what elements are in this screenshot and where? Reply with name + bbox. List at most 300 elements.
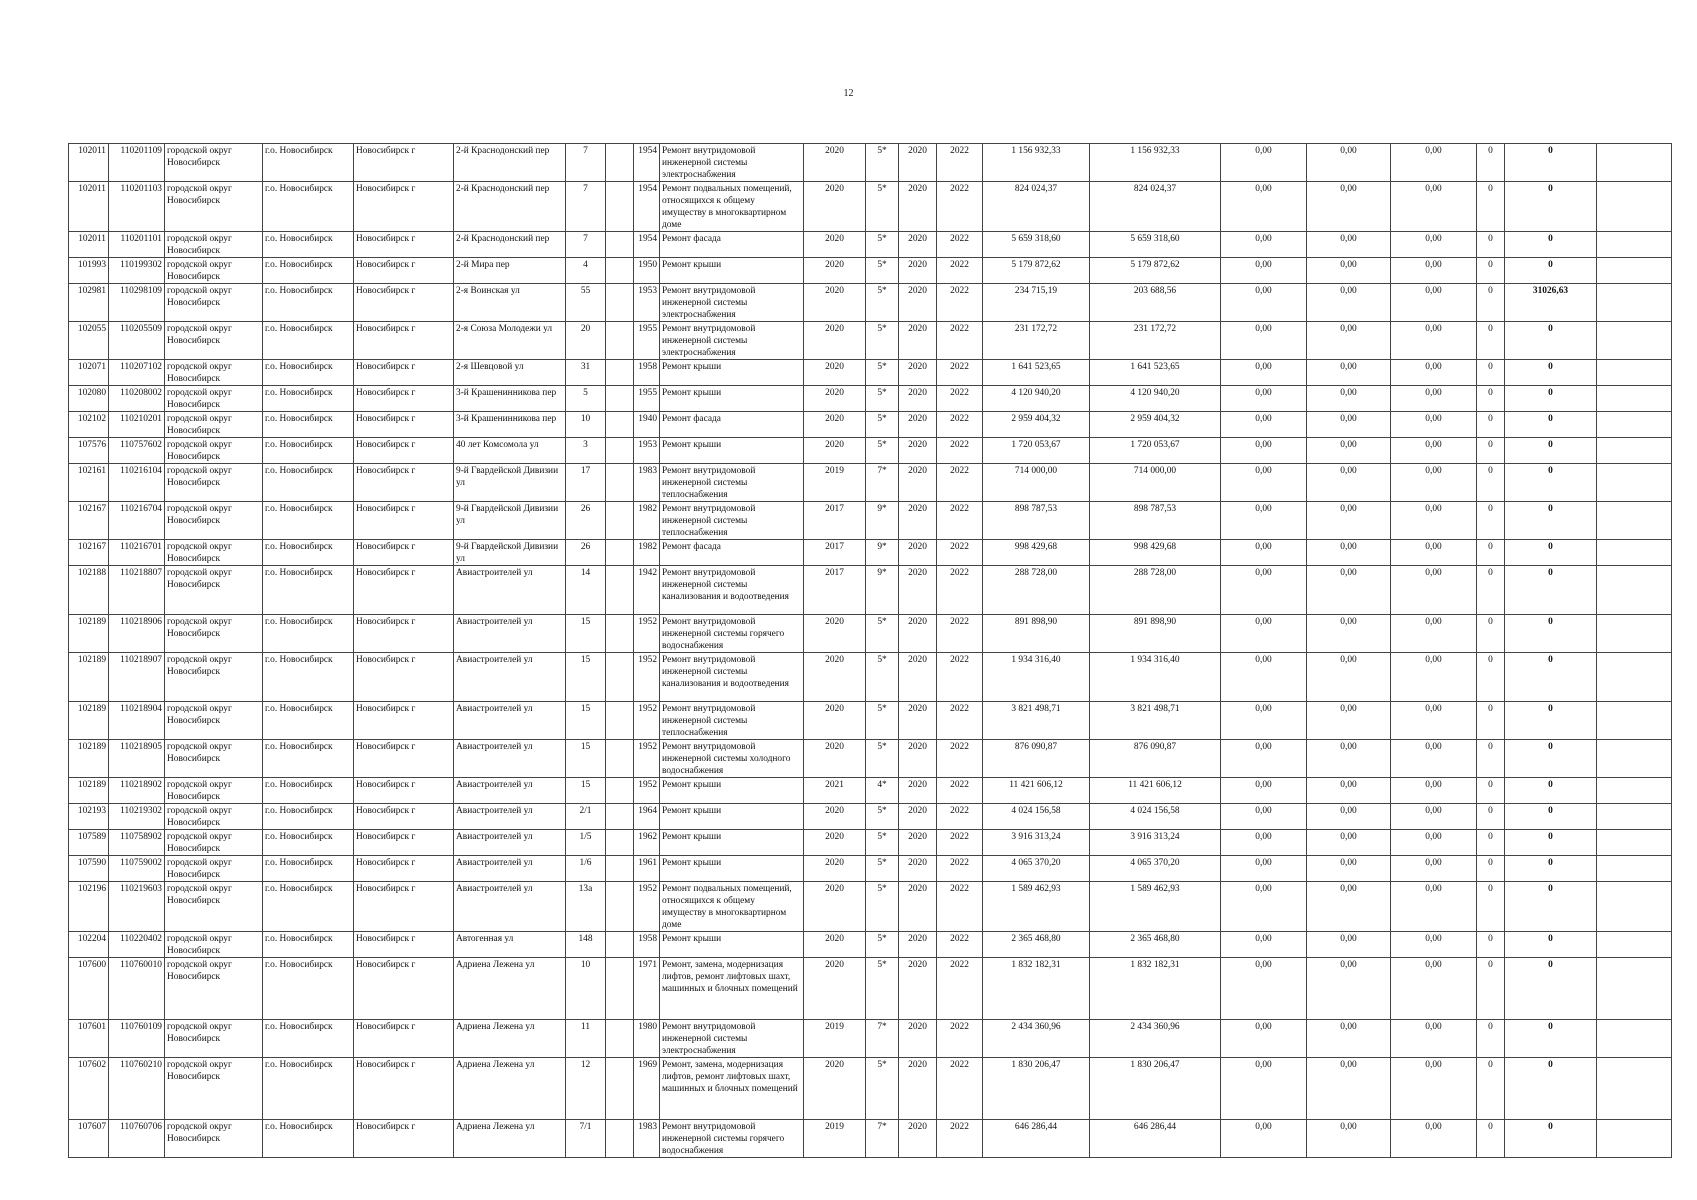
cell-cost-total: 5 179 872,62 [983,258,1090,284]
cell-municipality: г.о. Новосибирск [263,144,354,182]
cell-v3: 0,00 [1391,412,1477,438]
cell-v1: 0,00 [1221,258,1307,284]
cell-v3: 0,00 [1391,615,1477,653]
cell-year: 1980 [634,1020,660,1058]
cell-v3: 0,00 [1391,740,1477,778]
cell-cost-total: 1 641 523,65 [983,360,1090,386]
cell-empty [606,412,634,438]
table-row [69,540,1672,566]
cell-cost-total: 898 787,53 [983,502,1090,540]
cell-cost-fund: 203 688,56 [1090,284,1221,322]
cell-empty [606,740,634,778]
cell-city: Новосибирск г [354,1120,454,1158]
cell-v3: 0,00 [1391,232,1477,258]
cell-year: 1950 [634,258,660,284]
cell-v6 [1597,386,1672,412]
cell-house: 15 [566,702,606,740]
cell-end: 2022 [937,322,983,360]
cell-start: 2020 [899,144,937,182]
cell-end: 2022 [937,438,983,464]
cell-start: 2020 [899,284,937,322]
cell-v4: 0 [1477,615,1505,653]
cell-city: Новосибирск г [354,284,454,322]
cell-house: 20 [566,322,606,360]
cell-work: Ремонт крыши [660,932,804,958]
cell-cost-fund: 2 365 468,80 [1090,932,1221,958]
cell-city: Новосибирск г [354,360,454,386]
cell-cost-total: 2 365 468,80 [983,932,1090,958]
cell-plan-year: 2019 [804,1020,866,1058]
table-row [69,830,1672,856]
cell-year: 1969 [634,1058,660,1120]
table-row [69,1120,1672,1158]
cell-municipality: г.о. Новосибирск [263,386,354,412]
cell-v5: 0 [1505,778,1597,804]
cell-cost-total: 4 120 940,20 [983,386,1090,412]
cell-municipality: г.о. Новосибирск [263,958,354,1020]
cell-plan-year: 2017 [804,502,866,540]
cell-v6 [1597,702,1672,740]
cell-house: 7 [566,144,606,182]
cell-city: Новосибирск г [354,412,454,438]
cell-year: 1961 [634,856,660,882]
cell-empty [606,144,634,182]
cell-start: 2020 [899,540,937,566]
cell-municipality: г.о. Новосибирск [263,322,354,360]
cell-house: 12 [566,1058,606,1120]
cell-district: городской округ Новосибирск [165,412,263,438]
cell-code: 110201101 [109,232,165,258]
cell-cost-total: 1 589 462,93 [983,882,1090,932]
cell-v2: 0,00 [1307,958,1391,1020]
cell-v2: 0,00 [1307,882,1391,932]
cell-city: Новосибирск г [354,830,454,856]
cell-v2: 0,00 [1307,232,1391,258]
cell-v2: 0,00 [1307,322,1391,360]
cell-id: 102189 [69,740,109,778]
table-row [69,932,1672,958]
cell-district: городской округ Новосибирск [165,1058,263,1120]
cell-v4: 0 [1477,1020,1505,1058]
table-row [69,258,1672,284]
cell-city: Новосибирск г [354,182,454,232]
cell-v2: 0,00 [1307,284,1391,322]
cell-cost-total: 3 821 498,71 [983,702,1090,740]
cell-category: 5* [866,653,899,702]
cell-id: 102011 [69,144,109,182]
cell-v3: 0,00 [1391,856,1477,882]
cell-plan-year: 2020 [804,615,866,653]
cell-v2: 0,00 [1307,566,1391,615]
cell-year: 1964 [634,804,660,830]
cell-house: 55 [566,284,606,322]
cell-code: 110216701 [109,540,165,566]
cell-v3: 0,00 [1391,386,1477,412]
cell-category: 5* [866,258,899,284]
cell-v5: 0 [1505,464,1597,502]
cell-city: Новосибирск г [354,386,454,412]
cell-work: Ремонт крыши [660,360,804,386]
cell-work: Ремонт внутридомовой инженерной системы горячего водоснабжения [660,615,804,653]
cell-municipality: г.о. Новосибирск [263,1020,354,1058]
cell-plan-year: 2020 [804,232,866,258]
cell-v1: 0,00 [1221,322,1307,360]
cell-cost-fund: 1 934 316,40 [1090,653,1221,702]
cell-cost-total: 234 715,19 [983,284,1090,322]
table-row [69,284,1672,322]
cell-start: 2020 [899,740,937,778]
cell-v4: 0 [1477,702,1505,740]
cell-v1: 0,00 [1221,502,1307,540]
cell-v3: 0,00 [1391,778,1477,804]
cell-category: 5* [866,438,899,464]
cell-code: 110218906 [109,615,165,653]
table-row [69,740,1672,778]
cell-code: 110216104 [109,464,165,502]
cell-v6 [1597,412,1672,438]
cell-v1: 0,00 [1221,740,1307,778]
cell-cost-total: 646 286,44 [983,1120,1090,1158]
cell-code: 110219603 [109,882,165,932]
cell-v1: 0,00 [1221,702,1307,740]
cell-v6 [1597,438,1672,464]
cell-empty [606,182,634,232]
cell-category: 5* [866,232,899,258]
cell-cost-fund: 11 421 606,12 [1090,778,1221,804]
cell-code: 110219302 [109,804,165,830]
cell-v4: 0 [1477,258,1505,284]
cell-cost-fund: 231 172,72 [1090,322,1221,360]
cell-end: 2022 [937,856,983,882]
cell-v6 [1597,232,1672,258]
cell-district: городской округ Новосибирск [165,778,263,804]
cell-category: 5* [866,958,899,1020]
table-row [69,1058,1672,1120]
cell-v2: 0,00 [1307,502,1391,540]
cell-work: Ремонт фасада [660,540,804,566]
cell-empty [606,653,634,702]
table-row [69,502,1672,540]
cell-start: 2020 [899,882,937,932]
cell-category: 5* [866,932,899,958]
cell-cost-fund: 1 156 932,33 [1090,144,1221,182]
cell-city: Новосибирск г [354,778,454,804]
cell-cost-total: 4 065 370,20 [983,856,1090,882]
cell-street: Адриена Лежена ул [454,1020,566,1058]
cell-v1: 0,00 [1221,464,1307,502]
cell-work: Ремонт внутридомовой инженерной системы холодного водоснабжения [660,740,804,778]
cell-v2: 0,00 [1307,464,1391,502]
cell-street: Авиастроителей ул [454,856,566,882]
cell-cost-fund: 2 959 404,32 [1090,412,1221,438]
cell-start: 2020 [899,360,937,386]
cell-work: Ремонт внутридомовой инженерной системы теплоснабжения [660,502,804,540]
cell-v2: 0,00 [1307,830,1391,856]
cell-street: Автогенная ул [454,932,566,958]
cell-cost-total: 3 916 313,24 [983,830,1090,856]
cell-plan-year: 2020 [804,438,866,464]
cell-cost-fund: 4 065 370,20 [1090,856,1221,882]
cell-v1: 0,00 [1221,438,1307,464]
cell-municipality: г.о. Новосибирск [263,778,354,804]
cell-v6 [1597,1120,1672,1158]
cell-v2: 0,00 [1307,702,1391,740]
cell-street: 2-й Краснодонский пер [454,144,566,182]
cell-id: 107601 [69,1020,109,1058]
cell-house: 3 [566,438,606,464]
cell-v1: 0,00 [1221,830,1307,856]
cell-v1: 0,00 [1221,284,1307,322]
cell-end: 2022 [937,232,983,258]
cell-house: 2/1 [566,804,606,830]
table-row [69,182,1672,232]
cell-id: 102102 [69,412,109,438]
cell-end: 2022 [937,740,983,778]
cell-v6 [1597,615,1672,653]
cell-start: 2020 [899,958,937,1020]
cell-v5: 0 [1505,258,1597,284]
cell-v5: 0 [1505,740,1597,778]
cell-plan-year: 2020 [804,804,866,830]
cell-year: 1955 [634,322,660,360]
cell-v3: 0,00 [1391,1058,1477,1120]
cell-v5: 0 [1505,702,1597,740]
cell-municipality: г.о. Новосибирск [263,932,354,958]
cell-id: 107576 [69,438,109,464]
cell-city: Новосибирск г [354,322,454,360]
cell-house: 4 [566,258,606,284]
cell-cost-fund: 1 641 523,65 [1090,360,1221,386]
cell-plan-year: 2020 [804,1058,866,1120]
cell-municipality: г.о. Новосибирск [263,284,354,322]
cell-v6 [1597,144,1672,182]
cell-v3: 0,00 [1391,958,1477,1020]
cell-v2: 0,00 [1307,412,1391,438]
cell-v3: 0,00 [1391,182,1477,232]
cell-work: Ремонт крыши [660,438,804,464]
cell-empty [606,502,634,540]
cell-v3: 0,00 [1391,360,1477,386]
cell-v3: 0,00 [1391,566,1477,615]
cell-category: 5* [866,740,899,778]
cell-city: Новосибирск г [354,1058,454,1120]
cell-district: городской округ Новосибирск [165,540,263,566]
cell-work: Ремонт внутридомовой инженерной системы горячего водоснабжения [660,1120,804,1158]
cell-work: Ремонт внутридомовой инженерной системы электроснабжения [660,144,804,182]
cell-work: Ремонт подвальных помещений, относящихся к общему имуществу в многоквартирном доме [660,182,804,232]
cell-year: 1982 [634,502,660,540]
cell-district: городской округ Новосибирск [165,232,263,258]
cell-city: Новосибирск г [354,804,454,830]
cell-v1: 0,00 [1221,958,1307,1020]
cell-start: 2020 [899,653,937,702]
cell-municipality: г.о. Новосибирск [263,830,354,856]
cell-v5: 0 [1505,144,1597,182]
cell-cost-total: 2 434 360,96 [983,1020,1090,1058]
table-row [69,882,1672,932]
cell-id: 102011 [69,232,109,258]
cell-empty [606,856,634,882]
cell-v4: 0 [1477,740,1505,778]
cell-v6 [1597,778,1672,804]
cell-street: 2-й Мира пер [454,258,566,284]
cell-v3: 0,00 [1391,540,1477,566]
cell-street: Адриена Лежена ул [454,958,566,1020]
cell-work: Ремонт внутридомовой инженерной системы электроснабжения [660,284,804,322]
cell-v1: 0,00 [1221,1020,1307,1058]
table-row [69,412,1672,438]
cell-plan-year: 2020 [804,958,866,1020]
cell-work: Ремонт, замена, модернизация лифтов, ремонт лифтовых шахт, машинных и блочных помещений [660,958,804,1020]
cell-cost-total: 1 830 206,47 [983,1058,1090,1120]
cell-id: 102071 [69,360,109,386]
cell-cost-total: 876 090,87 [983,740,1090,778]
cell-id: 102189 [69,702,109,740]
table-row [69,1020,1672,1058]
cell-year: 1953 [634,284,660,322]
cell-end: 2022 [937,1020,983,1058]
cell-municipality: г.о. Новосибирск [263,882,354,932]
cell-year: 1952 [634,740,660,778]
cell-empty [606,1020,634,1058]
cell-v6 [1597,830,1672,856]
cell-code: 110207102 [109,360,165,386]
cell-v4: 0 [1477,804,1505,830]
cell-empty [606,778,634,804]
cell-v6 [1597,804,1672,830]
cell-work: Ремонт внутридомовой инженерной системы канализования и водоотведения [660,653,804,702]
cell-street: Авиастроителей ул [454,740,566,778]
cell-plan-year: 2020 [804,932,866,958]
cell-plan-year: 2017 [804,566,866,615]
cell-v4: 0 [1477,502,1505,540]
cell-v2: 0,00 [1307,653,1391,702]
cell-municipality: г.о. Новосибирск [263,1120,354,1158]
cell-street: Авиастроителей ул [454,804,566,830]
cell-house: 148 [566,932,606,958]
cell-category: 7* [866,1120,899,1158]
cell-v5: 0 [1505,1020,1597,1058]
cell-street: 40 лет Комсомола ул [454,438,566,464]
cell-house: 1/6 [566,856,606,882]
cell-v4: 0 [1477,958,1505,1020]
cell-empty [606,566,634,615]
cell-year: 1958 [634,360,660,386]
cell-code: 110201103 [109,182,165,232]
cell-house: 15 [566,778,606,804]
cell-code: 110218907 [109,653,165,702]
table-row [69,322,1672,360]
cell-v5: 0 [1505,856,1597,882]
cell-end: 2022 [937,1120,983,1158]
cell-category: 7* [866,464,899,502]
cell-v3: 0,00 [1391,258,1477,284]
cell-start: 2020 [899,502,937,540]
cell-end: 2022 [937,804,983,830]
cell-end: 2022 [937,882,983,932]
table-row [69,386,1672,412]
cell-end: 2022 [937,502,983,540]
cell-category: 5* [866,144,899,182]
cell-v3: 0,00 [1391,932,1477,958]
cell-id: 102011 [69,182,109,232]
cell-category: 5* [866,412,899,438]
cell-v2: 0,00 [1307,615,1391,653]
cell-v4: 0 [1477,412,1505,438]
cell-cost-total: 231 172,72 [983,322,1090,360]
cell-end: 2022 [937,702,983,740]
cell-street: Авиастроителей ул [454,830,566,856]
cell-start: 2020 [899,386,937,412]
cell-id: 101993 [69,258,109,284]
cell-end: 2022 [937,830,983,856]
cell-city: Новосибирск г [354,144,454,182]
cell-plan-year: 2020 [804,144,866,182]
cell-work: Ремонт внутридомовой инженерной системы теплоснабжения [660,702,804,740]
cell-plan-year: 2020 [804,702,866,740]
cell-v6 [1597,653,1672,702]
cell-v1: 0,00 [1221,932,1307,958]
cell-v6 [1597,502,1672,540]
cell-house: 7 [566,182,606,232]
cell-cost-fund: 3 821 498,71 [1090,702,1221,740]
cell-v1: 0,00 [1221,778,1307,804]
cell-v1: 0,00 [1221,144,1307,182]
cell-cost-fund: 998 429,68 [1090,540,1221,566]
cell-district: городской округ Новосибирск [165,1020,263,1058]
cell-work: Ремонт фасада [660,232,804,258]
cell-street: 2-я Союза Молодежи ул [454,322,566,360]
cell-code: 110208002 [109,386,165,412]
cell-district: городской округ Новосибирск [165,856,263,882]
cell-id: 107589 [69,830,109,856]
cell-work: Ремонт крыши [660,258,804,284]
cell-v4: 0 [1477,566,1505,615]
cell-v6 [1597,284,1672,322]
cell-v1: 0,00 [1221,182,1307,232]
cell-plan-year: 2020 [804,830,866,856]
cell-start: 2020 [899,1120,937,1158]
cell-category: 5* [866,856,899,882]
cell-v6 [1597,182,1672,232]
cell-year: 1940 [634,412,660,438]
cell-end: 2022 [937,258,983,284]
cell-street: 2-я Воинская ул [454,284,566,322]
cell-house: 14 [566,566,606,615]
cell-end: 2022 [937,360,983,386]
cell-v6 [1597,932,1672,958]
cell-category: 9* [866,502,899,540]
cell-v2: 0,00 [1307,182,1391,232]
cell-house: 15 [566,740,606,778]
cell-category: 5* [866,882,899,932]
cell-municipality: г.о. Новосибирск [263,856,354,882]
cell-v2: 0,00 [1307,1020,1391,1058]
cell-work: Ремонт внутридомовой инженерной системы канализования и водоотведения [660,566,804,615]
cell-street: 9-й Гвардейской Дивизии ул [454,464,566,502]
cell-start: 2020 [899,830,937,856]
cell-house: 31 [566,360,606,386]
cell-category: 7* [866,1020,899,1058]
cell-id: 107600 [69,958,109,1020]
cell-district: городской округ Новосибирск [165,360,263,386]
cell-year: 1952 [634,702,660,740]
cell-work: Ремонт, замена, модернизация лифтов, ремонт лифтовых шахт, машинных и блочных помещений [660,1058,804,1120]
cell-empty [606,464,634,502]
cell-v3: 0,00 [1391,804,1477,830]
cell-category: 5* [866,615,899,653]
cell-house: 26 [566,540,606,566]
